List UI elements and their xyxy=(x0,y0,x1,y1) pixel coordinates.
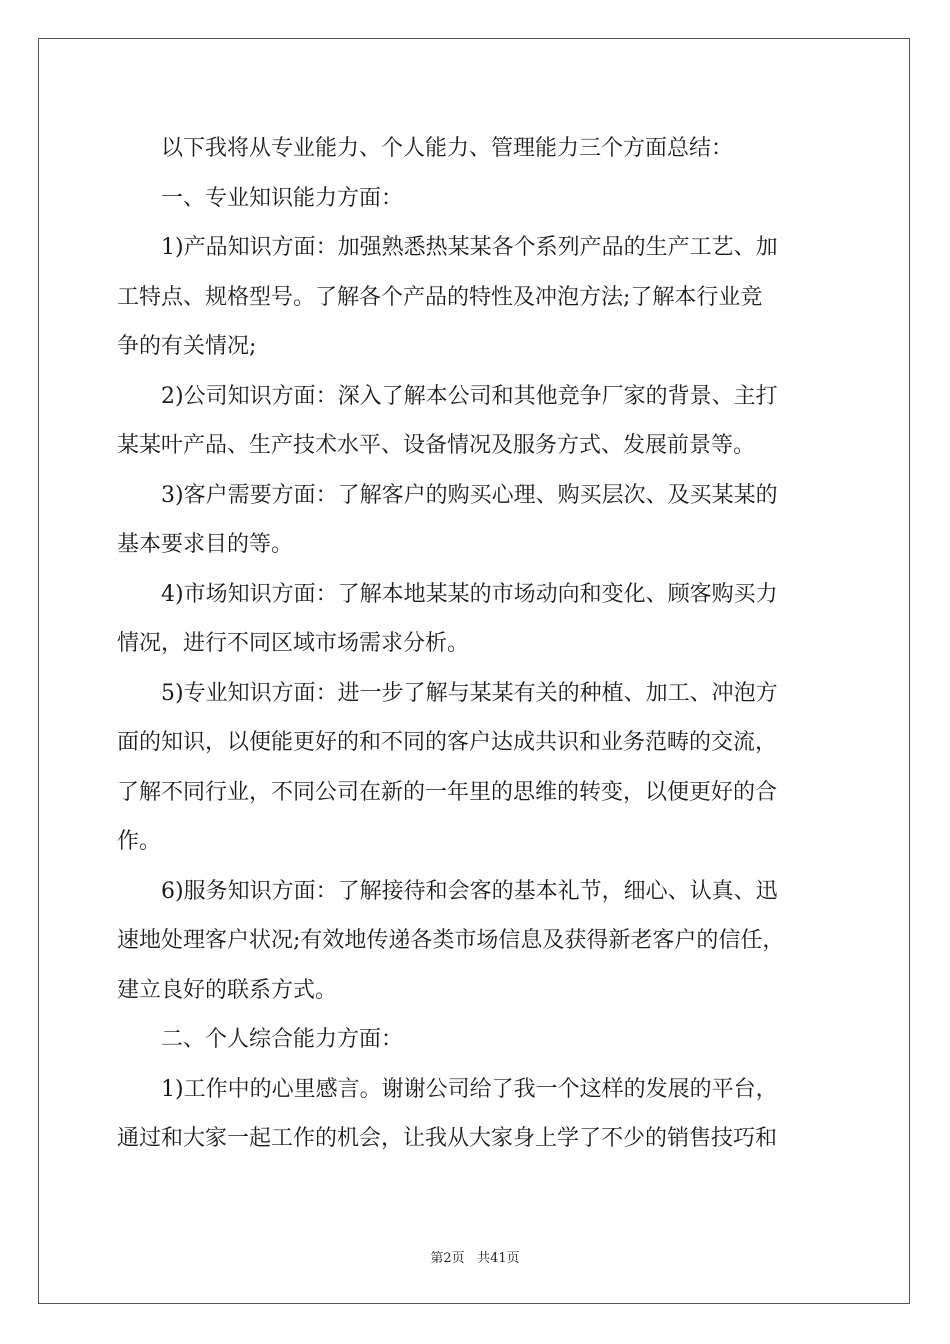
page-number: 第2页 xyxy=(430,1251,465,1266)
page-footer xyxy=(0,1247,950,1266)
text-line: 4)市场知识方面：了解本地某某的市场动向和变化、顾客购买力 xyxy=(117,581,778,607)
text-line: 基本要求目的等。 xyxy=(117,532,294,557)
text-line: 1)工作中的心里感言。谢谢公司给了我一个这样的发展的平台， xyxy=(117,1076,778,1102)
text-line: 6)服务知识方面：了解接待和会客的基本礼节，细心、认真、迅 xyxy=(117,878,778,904)
text-line: 以下我将从专业能力、个人能力、管理能力三个方面总结： xyxy=(117,136,734,161)
text-line: 5)专业知识方面：进一步了解与某某有关的种植、加工、冲泡方 xyxy=(117,680,778,706)
text-line: 工特点、规格型号。了解各个产品的特性及冲泡方法;了解本行业竞 xyxy=(117,284,763,310)
text-line: 争的有关情况; xyxy=(117,334,257,359)
text-line: 情况，进行不同区域市场需求分析。 xyxy=(117,631,470,656)
text-line: 速地处理客户状况;有效地传递各类市场信息及获得新老客户的信任， xyxy=(117,928,785,953)
text-line: 面的知识，以便能更好的和不同的客户达成共识和业务范畴的交流， xyxy=(117,730,778,755)
section-heading: 二、个人综合能力方面： xyxy=(117,1027,404,1052)
text-line: 作。 xyxy=(117,829,162,854)
section-heading: 一、专业知识能力方面： xyxy=(117,185,404,211)
text-line: 某某叶产品、生产技术水平、设备情况及服务方式、发展前景等。 xyxy=(117,433,756,458)
text-line: 通过和大家一起工作的机会，让我从大家身上学了不少的销售技巧和 xyxy=(117,1126,778,1151)
text-line: 了解不同行业，不同公司在新的一年里的思维的转变，以便更好的合 xyxy=(117,779,778,805)
page-total: 共41页 xyxy=(477,1251,520,1266)
text-line: 2)公司知识方面：深入了解本公司和其他竞争厂家的背景、主打 xyxy=(117,383,778,409)
text-line: 1)产品知识方面：加强熟悉热某某各个系列产品的生产工艺、加 xyxy=(117,235,778,260)
document-body xyxy=(117,124,837,1164)
text-line: 建立良好的联系方式。 xyxy=(117,977,338,1003)
text-line: 3)客户需要方面：了解客户的购买心理、购买层次、及买某某的 xyxy=(117,482,778,508)
